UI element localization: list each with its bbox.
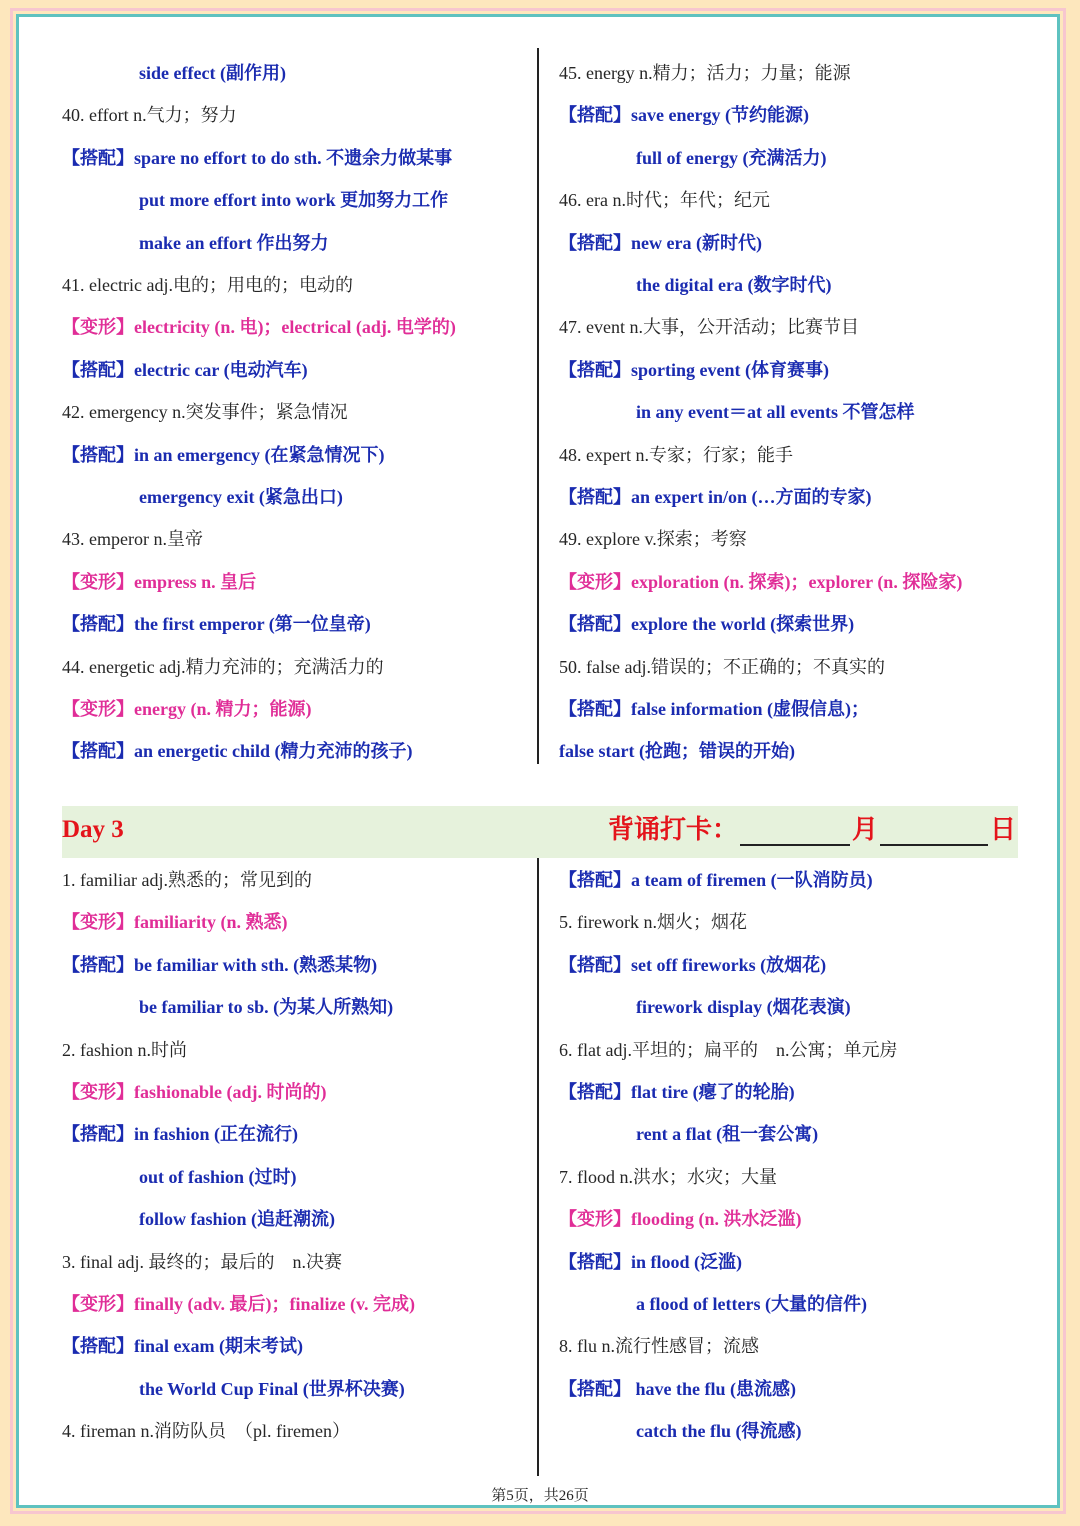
vocab-line: a flood of letters (大量的信件) — [636, 1294, 867, 1314]
vocab-line: 【搭配】a team of firemen (一队消防员) — [559, 870, 873, 890]
vocab-line: make an effort 作出努力 — [139, 232, 329, 253]
vocab-line: rent a flat (租一套公寓) — [636, 1124, 819, 1145]
day-header-bar — [62, 806, 1018, 858]
vocab-line: the digital era (数字时代) — [636, 275, 832, 295]
vocab-line: emergency exit (紧急出口) — [139, 487, 343, 507]
vocab-line: 50. false adj.错误的；不正确的；不真实的 — [559, 656, 885, 677]
vocab-line: 【搭配】an expert in/on (…方面的专家) — [559, 487, 872, 507]
vocab-line: 【搭配】explore the world (探索世界) — [559, 614, 855, 635]
vocab-line: 【搭配】the first emperor (第一位皇帝) — [62, 614, 371, 635]
vocab-line: 【变形】flooding (n. 洪水泛滥) — [559, 1209, 802, 1230]
vocab-line: 【搭配】final exam (期末考试) — [62, 1336, 303, 1357]
vocab-line: 4. fireman n.消防队员 （pl. firemen） — [62, 1421, 350, 1442]
vocab-line: 【搭配】 have the flu (患流感) — [559, 1378, 796, 1399]
vocab-line: 【搭配】in flood (泛滥) — [559, 1251, 743, 1272]
vocab-line: 2. fashion n.时尚 — [62, 1039, 187, 1060]
vocab-line: 5. firework n.烟火；烟花 — [559, 912, 747, 933]
checkin-label: 背诵打卡： — [607, 815, 738, 844]
vocab-line: 44. energetic adj.精力充沛的；充满活力的 — [62, 656, 384, 677]
vocab-line: 6. flat adj.平坦的；扁平的 n.公寓；单元房 — [559, 1039, 898, 1060]
vocab-line: 41. electric adj.电的；用电的；电动的 — [62, 275, 353, 295]
day-blank — [880, 814, 988, 846]
month-label: 月 — [851, 815, 878, 844]
vocab-line: out of fashion (过时) — [139, 1166, 297, 1187]
vocab-line: be familiar to sb. (为某人所熟知) — [139, 997, 394, 1018]
vocab-line: side effect (副作用) — [139, 63, 286, 83]
vocab-line: catch the flu (得流感) — [636, 1421, 802, 1442]
vocab-line: 47. event n.大事，公开活动；比赛节目 — [559, 317, 859, 338]
vocab-line: 【变形】energy (n. 精力；能源) — [62, 699, 312, 719]
vocab-line: full of energy (充满活力) — [636, 147, 827, 168]
checkin-field — [608, 809, 1016, 846]
vocab-line: 8. flu n.流行性感冒；流感 — [559, 1336, 759, 1357]
vocab-line: 【搭配】be familiar with sth. (熟悉某物) — [62, 954, 378, 975]
vocab-line: 【变形】finally (adv. 最后)；finalize (v. 完成) — [62, 1294, 415, 1314]
page-number-footer: 第5页，共26页 — [491, 1488, 589, 1504]
day-title: Day 3 — [62, 816, 124, 843]
vocab-line: 【搭配】in fashion (正在流行) — [62, 1124, 299, 1145]
vocab-line: 【变形】electricity (n. 电)；electrical (adj. 电学的) — [62, 317, 456, 338]
vocab-line: 49. explore v.探索；考察 — [559, 529, 747, 550]
vocab-line: 【搭配】flat tire (瘪了的轮胎) — [559, 1082, 795, 1102]
vocab-line: firework display (烟花表演) — [636, 997, 851, 1018]
vocab-line: the World Cup Final (世界杯决赛) — [139, 1378, 405, 1399]
vocab-line: false start (抢跑；错误的开始) — [559, 741, 795, 762]
vocab-line: 1. familiar adj.熟悉的；常见到的 — [62, 870, 312, 890]
vocab-line: 48. expert n.专家；行家；能手 — [559, 444, 793, 465]
vocab-line: 43. emperor n.皇帝 — [62, 529, 203, 550]
vocab-line: 【搭配】save energy (节约能源) — [559, 105, 809, 126]
vocab-line: put more effort into work 更加努力工作 — [139, 190, 449, 211]
vocab-line: 7. flood n.洪水；水灾；大量 — [559, 1166, 777, 1187]
vocab-line: 【搭配】spare no effort to do sth. 不遗余力做某事 — [62, 147, 453, 168]
vocab-line: 【搭配】sporting event (体育赛事) — [559, 359, 829, 380]
vocab-line: 【搭配】an energetic child (精力充沛的孩子) — [62, 741, 413, 762]
vocab-line: 【搭配】false information (虚假信息)； — [559, 699, 869, 719]
bottom-column-divider — [537, 858, 539, 1476]
vocab-line: 45. energy n.精力；活力；力量；能源 — [559, 63, 851, 83]
vocab-line: follow fashion (追赶潮流) — [139, 1209, 336, 1230]
vocab-line: 【搭配】set off fireworks (放烟花) — [559, 954, 827, 975]
vocab-line: 【搭配】new era (新时代) — [559, 232, 762, 253]
vocab-line: 46. era n.时代；年代；纪元 — [559, 190, 770, 211]
top-column-divider — [537, 48, 539, 764]
vocab-line: 【变形】fashionable (adj. 时尚的) — [62, 1082, 327, 1102]
vocab-line: in any event＝at all events 不管怎样 — [636, 402, 915, 423]
vocab-line: 【搭配】electric car (电动汽车) — [62, 359, 308, 380]
vocab-line: 【变形】empress n. 皇后 — [62, 571, 257, 592]
vocab-line: 【变形】familiarity (n. 熟悉) — [62, 912, 288, 933]
vocab-line: 【变形】exploration (n. 探索)；explorer (n. 探险家) — [559, 571, 963, 592]
vocab-line: 42. emergency n.突发事件；紧急情况 — [62, 402, 348, 423]
vocab-line: 3. final adj. 最终的；最后的 n.决赛 — [62, 1251, 342, 1272]
vocab-line: 【搭配】in an emergency (在紧急情况下) — [62, 444, 385, 465]
month-blank — [740, 814, 850, 846]
vocab-line: 40. effort n.气力；努力 — [62, 105, 237, 126]
day-label: 日 — [989, 815, 1016, 844]
